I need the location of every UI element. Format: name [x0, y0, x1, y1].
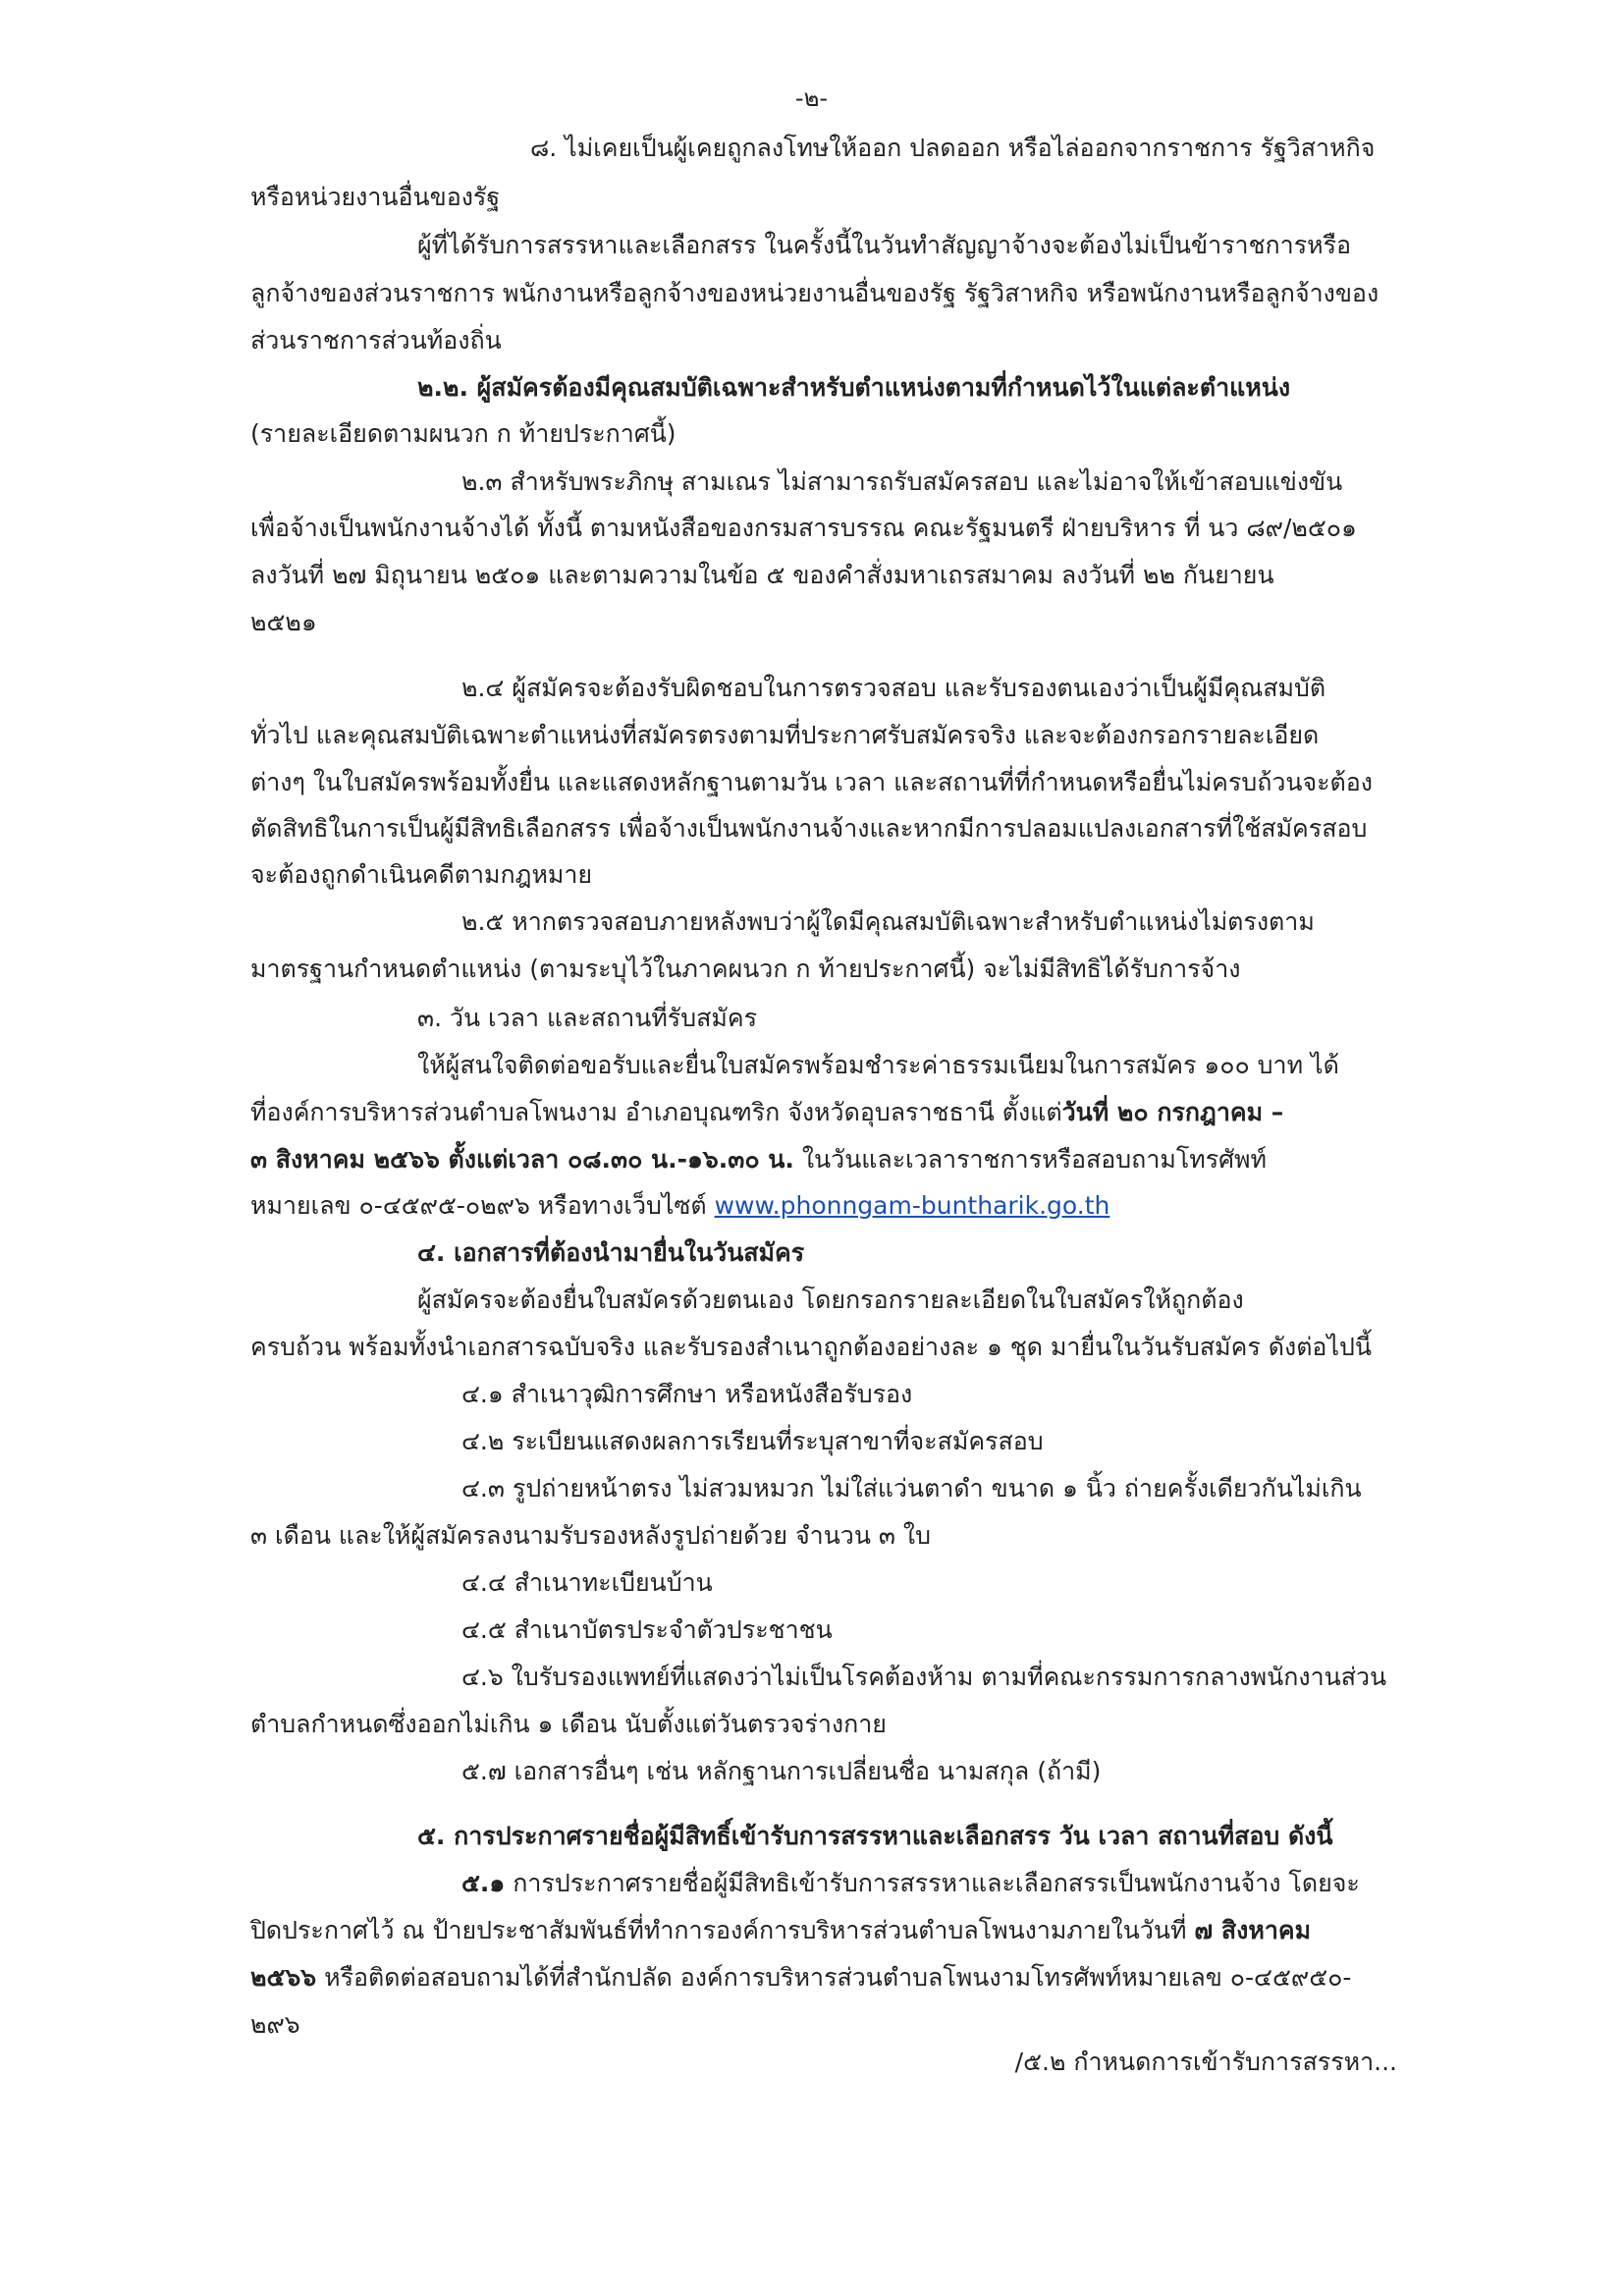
continuation-note: /๕.๒ กำหนดการเข้ารับการสรรหา... — [1014, 2048, 1397, 2076]
section-heading: ๕. การประกาศรายชื่อผู้มีสิทธิ์เข้ารับการสรรหาและเลือกสรร วัน เวลา สถานที่สอบ ดังนี้ — [417, 1822, 1333, 1850]
text-line: ที่องค์การบริหารส่วนตำบลโพนงาม อำเภอบุณฑริก จังหวัดอุบลราชธานี ตั้งแต่วันที่ ๒๐ กรกฎาคม – — [250, 1098, 1284, 1126]
list-item: ๔.๔ สำเนาทะเบียนบ้าน — [461, 1568, 713, 1597]
list-item: ๕.๗ เอกสารอื่นๆ เช่น หลักฐานการเปลี่ยนชื่อ นามสกุล (ถ้ามี) — [461, 1757, 1102, 1785]
text-line: ๒๙๖ — [250, 2010, 300, 2039]
text-line: ๒.๕ หากตรวจสอบภายหลังพบว่าผู้ใดมีคุณสมบัติเฉพาะสำหรับตำแหน่งไม่ตรงตาม — [461, 907, 1315, 936]
section-heading: ๓. วัน เวลา และสถานที่รับสมัคร — [417, 1004, 757, 1032]
section-heading: ๒.๒. ผู้สมัครต้องมีคุณสมบัติเฉพาะสำหรับตำแหน่งตามที่กำหนดไว้ในแต่ละตำแหน่ง — [417, 373, 1291, 402]
text-line: ทั่วไป และคุณสมบัติเฉพาะตำแหน่งที่สมัครตรงตามที่ประกาศรับสมัครจริง และจะต้องกรอกรายละเอียด — [250, 721, 1320, 749]
text-line: ครบถ้วน พร้อมทั้งนำเอกสารฉบับจริง และรับรองสำเนาถูกต้องอย่างละ ๑ ชุด มายื่นในวันรับสมัคร ดังต่อไปนี้ — [250, 1333, 1372, 1361]
text-line: ๕.๑ การประกาศรายชื่อผู้มีสิทธิเข้ารับการสรรหาและเลือกสรรเป็นพนักงานจ้าง โดยจะ — [461, 1869, 1360, 1897]
text-line: ผู้ที่ได้รับการสรรหาและเลือกสรร ในครั้งนี้ในวันทำสัญญาจ้างจะต้องไม่เป็นข้าราชการหรือ — [417, 231, 1352, 259]
text-line: ๒๕๒๑ — [250, 608, 317, 636]
page-number: -๒- — [794, 84, 829, 112]
text-line: มาตรฐานกำหนดตำแหน่ง (ตามระบุไว้ในภาคผนวก ก ท้ายประกาศนี้) จะไม่มีสิทธิได้รับการจ้าง — [250, 955, 1241, 983]
list-item: ๔.๑ สำเนาวุฒิการศึกษา หรือหนังสือรับรอง — [461, 1380, 913, 1408]
text-line: ลงวันที่ ๒๗ มิถุนายน ๒๕๐๑ และตามความในข้อ ๕ ของคำสั่งมหาเถรสมาคม ลงวันที่ ๒๒ กันยายน — [250, 561, 1274, 589]
website-link[interactable]: www.phonngam-buntharik.go.th — [714, 1191, 1110, 1220]
section-heading: ๔. เอกสารที่ต้องนำมายื่นในวันสมัคร — [417, 1238, 805, 1267]
text-line: ตำบลกำหนดซึ่งออกไม่เกิน ๑ เดือน นับตั้งแต่วันตรวจร่างกาย — [250, 1710, 887, 1738]
text-line: ๓ เดือน และให้ผู้สมัครลงนามรับรองหลังรูปถ่ายด้วย จำนวน ๓ ใบ — [250, 1521, 931, 1550]
text-line: ๒๕๖๖ หรือติดต่อสอบถามได้ที่สำนักปลัด องค์การบริหารส่วนตำบลโพนงามโทรศัพท์หมายเลข ๐-๔๕๙๕๐- — [250, 1963, 1352, 1992]
list-item: ๔.๕ สำเนาบัตรประจำตัวประชาชน — [461, 1615, 833, 1644]
text-line: ๒.๓ สำหรับพระภิกษุ สามเณร ไม่สามารถรับสมัครสอบ และไม่อาจให้เข้าสอบแข่งขัน — [461, 467, 1343, 496]
text-line: ให้ผู้สนใจติดต่อขอรับและยื่นใบสมัครพร้อมชำระค่าธรรมเนียมในการสมัคร ๑๐๐ บาท ได้ — [417, 1051, 1339, 1079]
text-line: ๓ สิงหาคม ๒๕๖๖ ตั้งแต่เวลา ๐๘.๓๐ น.-๑๖.๓๐ น. ในวันและเวลาราชการหรือสอบถามโทรศัพท์ — [250, 1145, 1267, 1174]
text-line: ส่วนราชการส่วนท้องถิ่น — [250, 326, 502, 355]
text-line: ปิดประกาศไว้ ณ ป้ายประชาสัมพันธ์ที่ทำการองค์การบริหารส่วนตำบลโพนงามภายในวันที่ ๗ สิงหาคม — [250, 1916, 1312, 1944]
list-item: ๔.๓ รูปถ่ายหน้าตรง ไม่สวมหมวก ไม่ใส่แว่นตาดำ ขนาด ๑ นิ้ว ถ่ายครั้งเดียวกันไม่เกิน — [461, 1474, 1362, 1503]
text-line: จะต้องถูกดำเนินคดีตามกฎหมาย — [250, 860, 593, 889]
text-line: ตัดสิทธิในการเป็นผู้มีสิทธิเลือกสรร เพื่อจ้างเป็นพนักงานจ้างและหากมีการปลอมแปลงเอกสารที่ใช้สมัครสอบ — [250, 814, 1368, 843]
text-line: เพื่อจ้างเป็นพนักงานจ้างได้ ทั้งนี้ ตามหนังสือของกรมสารบรรณ คณะรัฐมนตรี ฝ่ายบริหาร ที่ นว ๘๙/๒๕๐๑ — [250, 514, 1357, 542]
text-line: หมายเลข ๐-๔๕๙๕-๐๒๙๖ หรือทางเว็บไซต์ www.phonngam-buntharik.go.th — [250, 1191, 1110, 1220]
list-item: ๔.๖ ใบรับรองแพทย์ที่แสดงว่าไม่เป็นโรคต้องห้าม ตามที่คณะกรรมการกลางพนักงานส่วน — [461, 1663, 1387, 1691]
text-line: ลูกจ้างของส่วนราชการ พนักงานหรือลูกจ้างของหน่วยงานอื่นของรัฐ รัฐวิสาหกิจ หรือพนักงานหรือลูกจ้างของ — [250, 279, 1380, 307]
text-line: ๘. ไม่เคยเป็นผู้เคยถูกลงโทษให้ออก ปลดออก หรือไล่ออกจากราชการ รัฐวิสาหกิจ — [530, 134, 1376, 162]
list-item: ๔.๒ ระเบียนแสดงผลการเรียนที่ระบุสาขาที่จะสมัครสอบ — [461, 1427, 1044, 1455]
text-line: ผู้สมัครจะต้องยื่นใบสมัครด้วยตนเอง โดยกรอกรายละเอียดในใบสมัครให้ถูกต้อง — [417, 1285, 1244, 1314]
text-line: หรือหน่วยงานอื่นของรัฐ — [250, 183, 501, 211]
text-line: (รายละเอียดตามผนวก ก ท้ายประกาศนี้) — [250, 419, 676, 448]
text-line: ต่างๆ ในใบสมัครพร้อมทั้งยื่น และแสดงหลักฐานตามวัน เวลา และสถานที่ที่กำหนดหรือยื่นไม่ครบถ้วนจะต้อง — [250, 768, 1373, 796]
text-line: ๒.๔ ผู้สมัครจะต้องรับผิดชอบในการตรวจสอบ และรับรองตนเองว่าเป็นผู้มีคุณสมบัติ — [461, 674, 1326, 702]
